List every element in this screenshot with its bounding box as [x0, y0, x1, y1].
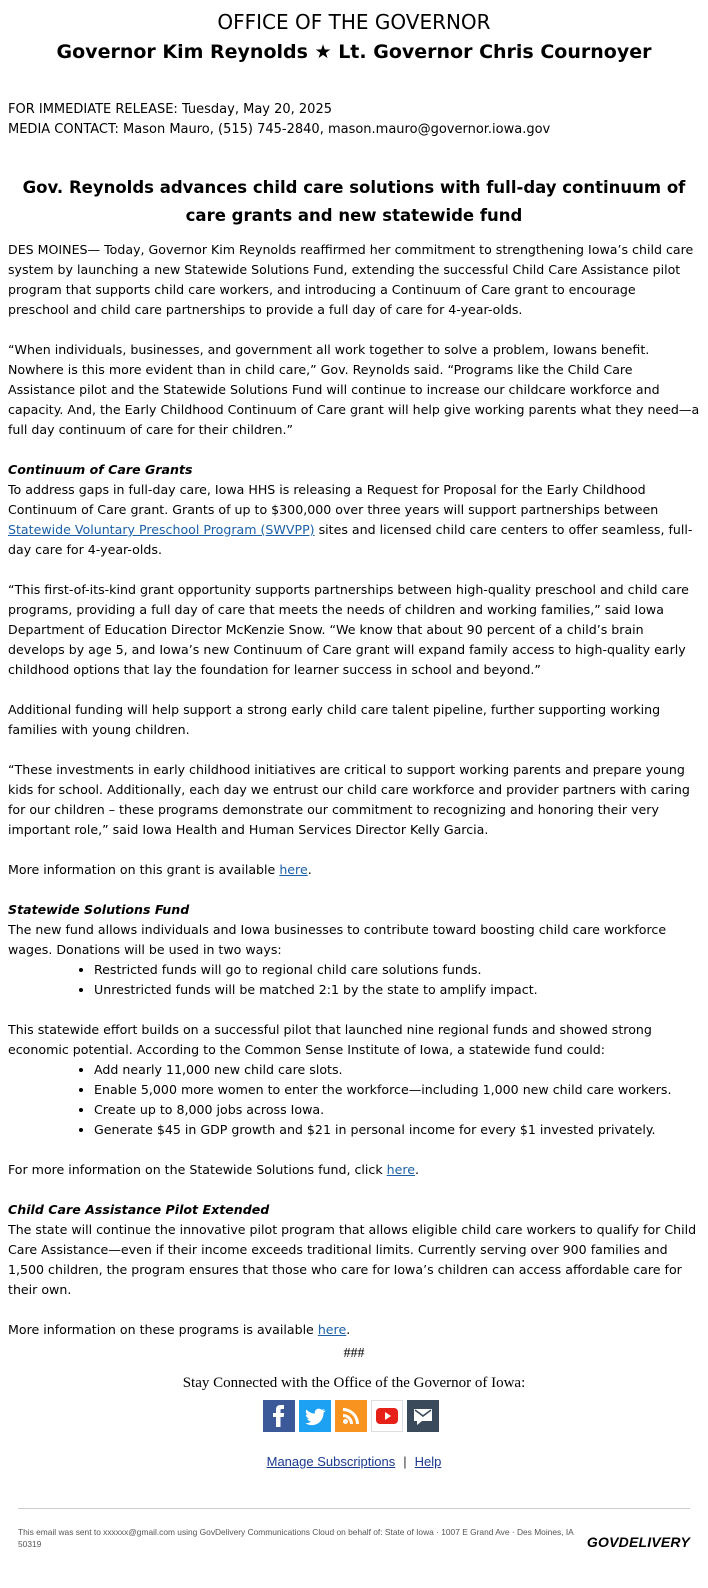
- manage-subscriptions-link[interactable]: Manage Subscriptions: [266, 1454, 396, 1469]
- release-meta: [8, 100, 550, 140]
- pilot-paragraph: The state will continue the innovative pilot program that allows eligible child care workers to qualify for Child Care Assistance—even if their income exceeds traditional limits. Currently serving over 900 families and 1,500 children, the program ensures that those who care for Iowa’s children can access affordable care for their own.: [8, 1222, 697, 1297]
- end-mark: ###: [343, 1346, 365, 1361]
- footer-divider: [18, 1508, 690, 1509]
- office-title: OFFICE OF THE GOVERNOR: [217, 10, 491, 34]
- garcia-quote: “These investments in early childhood initiatives are critical to support working parents and prepare young kids for school. Additionally, each day we entrust our child care workforce and provider partners with caring for our children – these programs demonstrate our commitment to recognizing and honoring their very important role,” said Iowa Health and Human Services Director Kelly Garcia.: [8, 762, 690, 837]
- release-date: FOR IMMEDIATE RELEASE: Tuesday, May 20, 2025: [8, 102, 332, 117]
- section-title-solutions-fund: Statewide Solutions Fund: [8, 902, 190, 917]
- help-link[interactable]: Help: [414, 1454, 442, 1469]
- fund-here-link[interactable]: here: [386, 1162, 416, 1177]
- solutions-fund-text: The new fund allows individuals and Iowa businesses to contribute toward boosting child care workforce wages. Donations will be used in two ways:: [8, 922, 667, 957]
- officials-line: Governor Kim Reynolds ★ Lt. Governor Chris Cournoyer: [56, 41, 652, 63]
- swvpp-link[interactable]: Statewide Voluntary Preschool Program (SWVPP): [8, 522, 315, 537]
- section-title-continuum: Continuum of Care Grants: [8, 462, 193, 477]
- governor-quote: “When individuals, businesses, and government all work together to solve a problem, Iowans benefit. Nowhere is this more evident than in child care,” Gov. Reynolds said. “Programs like the Child Care Assistance pilot and the Statewide Solutions Fund will continue to increase our childcare workforce and capacity. And, the Early Childhood Continuum of Care grant will help give working parents what they need—a full day continuum of care for their children.”: [8, 342, 700, 437]
- fund-impact-list: [8, 1060, 700, 1140]
- grant-here-link[interactable]: here: [279, 862, 308, 877]
- article-body: [8, 240, 700, 1360]
- list-item: • Add nearly 11,000 new child care slots.: [94, 1060, 700, 1080]
- statewide-effort-text: This statewide effort builds on a successful pilot that launched nine regional funds and showed strong economic potential. According to the Common Sense Institute of Iowa, a statewide fund could:: [8, 1022, 652, 1057]
- link-separator: |: [403, 1454, 407, 1469]
- media-contact: MEDIA CONTACT: Mason Mauro, (515) 745-2840, mason.mauro@governor.iowa.gov: [8, 122, 551, 137]
- social-links: [263, 1400, 439, 1432]
- additional-funding: Additional funding will help support a strong early child care talent pipeline, further supporting working families with young children.: [8, 702, 661, 737]
- programs-here-link[interactable]: here: [317, 1322, 347, 1337]
- youtube-icon[interactable]: [371, 1400, 403, 1432]
- govdelivery-logo[interactable]: GOVDELIVERY: [586, 1534, 690, 1550]
- list-item: • Unrestricted funds will be matched 2:1 by the state to amplify impact.: [94, 980, 700, 1000]
- more-info-programs: More information on these programs is available here.: [8, 1322, 351, 1337]
- twitter-icon[interactable]: [299, 1400, 331, 1432]
- list-item: • Restricted funds will go to regional child care solutions funds.: [94, 960, 700, 980]
- donation-uses-list: [8, 960, 700, 1000]
- facebook-icon[interactable]: [263, 1400, 295, 1432]
- headline: Gov. Reynolds advances child care solutions with full-day continuum of care grants and new statewide fund: [22, 178, 686, 225]
- continuum-paragraph: To address gaps in full-day care, Iowa HHS is releasing a Request for Proposal for the Early Childhood Continuum of Care grant. Grants of up to $300,000 over three years will support partnerships between Statewide Voluntary Preschool Program (SWVPP) sites and licensed child care centers to offer seamless, full-day care for 4-year-olds.: [8, 482, 693, 557]
- list-item: • Enable 5,000 more women to enter the workforce—including 1,000 new child care workers.: [94, 1080, 700, 1100]
- subscription-links: [0, 1454, 708, 1469]
- email-icon[interactable]: [407, 1400, 439, 1432]
- intro-paragraph: DES MOINES— Today, Governor Kim Reynolds reaffirmed her commitment to strengthening Iowa’s child care system by launching a new Statewide Solutions Fund, extending the successful Child Care Assistance pilot program that supports child care workers, and introducing a Continuum of Care grant to encourage preschool and child care partnerships to provide a full day of care for 4-year-olds.: [8, 242, 694, 317]
- list-item: • Generate $45 in GDP growth and $21 in personal income for every $1 invested privately.: [94, 1120, 700, 1140]
- snow-quote: “This first-of-its-kind grant opportunity supports partnerships between high-quality preschool and child care programs, providing a full day of care that meets the needs of children and working families,” said Iowa Department of Education Director McKenzie Snow. “We know that about 90 percent of a child’s brain develops by age 5, and Iowa’s new Continuum of Care grant will expand family access to high-quality early childhood options that lay the foundation for learner success in school and beyond.”: [8, 582, 689, 677]
- section-title-pilot: Child Care Assistance Pilot Extended: [8, 1202, 270, 1217]
- rss-icon[interactable]: [335, 1400, 367, 1432]
- list-item: • Create up to 8,000 jobs across Iowa.: [94, 1100, 700, 1120]
- more-info-fund: For more information on the Statewide Solutions fund, click here.: [8, 1162, 420, 1177]
- stay-connected-text: Stay Connected with the Office of the Governor of Iowa:: [182, 1375, 526, 1391]
- fine-print: This email was sent to xxxxxx@gmail.com using GovDelivery Communications Cloud on behalf of: State of Iowa · 1007 E Grand Ave · Des Moines, IA 50319: [18, 1527, 574, 1549]
- more-info-grant: More information on this grant is available here.: [8, 862, 312, 877]
